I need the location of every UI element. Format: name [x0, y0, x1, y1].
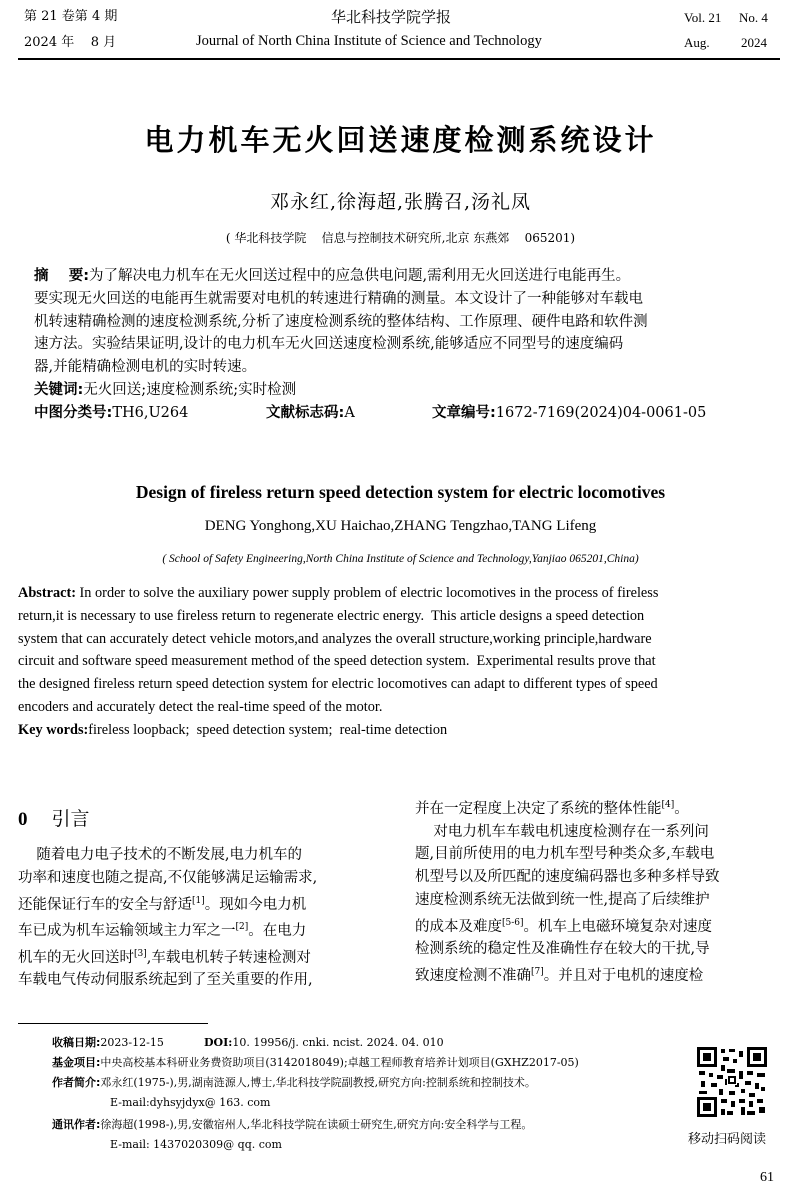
- body-line: 还能保证行车的安全与舒适: [18, 896, 192, 913]
- footnote-rule: [18, 1023, 208, 1024]
- abstract-en-label: Abstract:: [18, 585, 76, 601]
- qr-code-icon: [697, 1047, 767, 1117]
- header-rule: [18, 58, 780, 60]
- body-line: 随着电力电子技术的不断发展,电力机车的: [18, 847, 303, 863]
- citation: [1]: [192, 895, 205, 906]
- doi-label: DOI:: [204, 1036, 233, 1049]
- body-line: 车已成为机车运输领域主力军之一: [18, 923, 236, 940]
- abstract-en-line: encoders and accurately detect the real-time speed of the motor.: [18, 698, 383, 715]
- citation: [5-6]: [502, 917, 524, 928]
- keywords-cn-label: 关键词:: [34, 381, 84, 398]
- fund-label: 基金项目:: [52, 1056, 101, 1069]
- body-line: 致速度检测不准确: [415, 968, 531, 985]
- citation: [2]: [235, 922, 249, 933]
- body-line: 机车的无火回送时: [18, 949, 134, 966]
- body-line: 。并且对于电机的速度检: [543, 968, 704, 985]
- keywords-en: fireless loopback; speed detection system; real-time detection: [88, 721, 448, 738]
- volume-issue-cn: 第 21 卷第 4 期: [24, 9, 118, 24]
- abstract-en-line: In order to solve the auxiliary power supply problem of electric locomotives in the process of fireless: [79, 585, 659, 601]
- received-date: 2023-12-15: [100, 1036, 164, 1049]
- body-line: 车载电气传动伺服系统起到了至关重要的作用,: [18, 972, 313, 989]
- body-line: 并在一定程度上决定了系统的整体性能: [415, 800, 662, 817]
- clc-label: 中图分类号:: [34, 404, 113, 421]
- paper-title-cn: 电力机车无火回送速度检测系统设计: [144, 123, 657, 157]
- journal-title-en: Journal of North China Institute of Science and Technology: [196, 33, 542, 49]
- abstract-cn-line: 要实现无火回送的电能再生就需要对电机的转速进行精确的测量。本文设计了一种能够对车载电: [34, 290, 643, 307]
- section-title: 引言: [51, 808, 90, 830]
- abstract-cn-line: 为了解决电力机车在无火回送过程中的应急供电问题,需利用无火回送进行电能再生。: [89, 268, 631, 284]
- keywords-en-label: Key words:: [18, 721, 89, 738]
- page-number: 61: [760, 1170, 774, 1185]
- body-line: 。现如今电力机: [204, 896, 307, 913]
- body-line: 。在电力: [248, 923, 307, 940]
- left-column: [18, 844, 386, 992]
- abstract-en-line: the designed fireless return speed detection system for electric locomotives can adapt to different types of speed: [18, 676, 658, 693]
- affiliation-en: ( School of Safety Engineering,North China Institute of Science and Technology,Yanjiao 065201,China): [162, 553, 639, 565]
- doi-value: 10. 19956/j. cnki. ncist. 2024. 04. 010: [232, 1036, 444, 1049]
- abstract-en-line: return,it is necessary to use fireless return to regenerate electric energy. This article designs a speed detection: [18, 607, 645, 624]
- doc-code-label: 文献标志码:: [266, 404, 345, 421]
- corresponding-author: 徐海超(1998-),男,安徽宿州人,华北科技学院在读硕士研究生,研究方向:安全科学与工程。: [100, 1118, 533, 1131]
- article-id-label: 文章编号:: [432, 404, 496, 421]
- year-en: 2024: [741, 35, 767, 50]
- doc-code-value: A: [344, 404, 355, 421]
- body-line: ,车载电机转子转速检测对: [146, 949, 311, 966]
- body-line: 对电力机车车载电机速度检测存在一系列问: [415, 823, 709, 840]
- body-line: 。: [674, 800, 689, 817]
- article-id-value: 1672-7169(2024)04-0061-05: [495, 404, 707, 421]
- body-line: 功率和速度也随之提高,不仅能够满足运输需求,: [18, 869, 318, 886]
- abstract-cn-line: 器,并能精确检测电机的实时转速。: [34, 359, 257, 376]
- keywords-cn: 无火回送;速度检测系统;实时检测: [83, 381, 297, 398]
- abstract-en-line: system that can accurately detect vehicle motors,and analyzes the overall structure,working principle,hardware: [18, 630, 652, 647]
- received-label: 收稿日期:: [52, 1036, 101, 1049]
- journal-title-cn: 华北科技学院学报: [331, 8, 452, 26]
- body-line: 的成本及难度: [415, 918, 502, 935]
- abstract-cn: [34, 265, 774, 425]
- body-line: 机型号以及所匹配的速度编码器也多种多样导致: [415, 869, 720, 886]
- citation: [3]: [134, 948, 147, 959]
- abstract-en: [18, 582, 786, 742]
- section-heading: [18, 804, 90, 831]
- clc-value: TH6,U264: [112, 404, 189, 421]
- volume-en: Vol. 21: [684, 10, 722, 25]
- abstract-en-line: circuit and software speed measurement method of the speed detection system. Experimental results prove that: [18, 653, 656, 670]
- body-line: 题,目前所使用的电力机车型号种类众多,车载电: [415, 846, 715, 863]
- corresponding-email: E-mail: 1437020309@ qq. com: [110, 1138, 282, 1151]
- paper-title-en: Design of fireless return speed detection system for electric locomotives: [135, 482, 666, 502]
- footnotes: [52, 1033, 692, 1155]
- corresponding-label: 通讯作者:: [52, 1118, 101, 1131]
- citation: [4]: [661, 800, 675, 810]
- body-line: 。机车上电磁环境复杂对速度: [523, 918, 713, 935]
- citation: [7]: [531, 967, 544, 978]
- section-number: 0: [18, 809, 28, 830]
- body-line: 检测系统的稳定性及准确性存在较大的干扰,导: [415, 941, 710, 958]
- qr-caption: 移动扫码阅读: [688, 1132, 767, 1147]
- body-line: 速度检测系统无法做到统一性,提高了后续维护: [415, 892, 710, 909]
- right-column: [415, 794, 785, 988]
- author-email: E-mail:dyhsyjdyx@ 163. com: [110, 1096, 271, 1109]
- abstract-cn-line: 速方法。实验结果证明,设计的电力机车无火回送速度检测系统,能够适应不同型号的速度编码: [34, 336, 624, 353]
- month-en: Aug.: [684, 35, 710, 50]
- date-cn: 2024 年 8 月: [24, 35, 117, 50]
- author-bio-label: 作者简介:: [52, 1076, 101, 1089]
- issue-en: No. 4: [739, 10, 768, 25]
- abstract-cn-line: 机转速精确检测的速度检测系统,分析了速度检测系统的整体结构、工作原理、硬件电路和软件测: [34, 313, 648, 330]
- fund-value: 中央高校基本科研业务费资助项目(3142018049);卓越工程师教育培养计划项目(GXHZ2017-05): [100, 1056, 579, 1069]
- authors-en: DENG Yonghong,XU Haichao,ZHANG Tengzhao,TANG Lifeng: [204, 518, 597, 534]
- authors-cn: 邓永红,徐海超,张腾召,汤礼凤: [269, 191, 532, 213]
- author-bio: 邓永红(1975-),男,湖南涟源人,博士,华北科技学院副教授,研究方向:控制系统和控制技术。: [100, 1076, 536, 1089]
- affiliation-cn: ( 华北科技学院 信息与控制技术研究所,北京 东燕郊 065201): [225, 231, 576, 245]
- abstract-cn-label: 摘 要:: [34, 268, 89, 284]
